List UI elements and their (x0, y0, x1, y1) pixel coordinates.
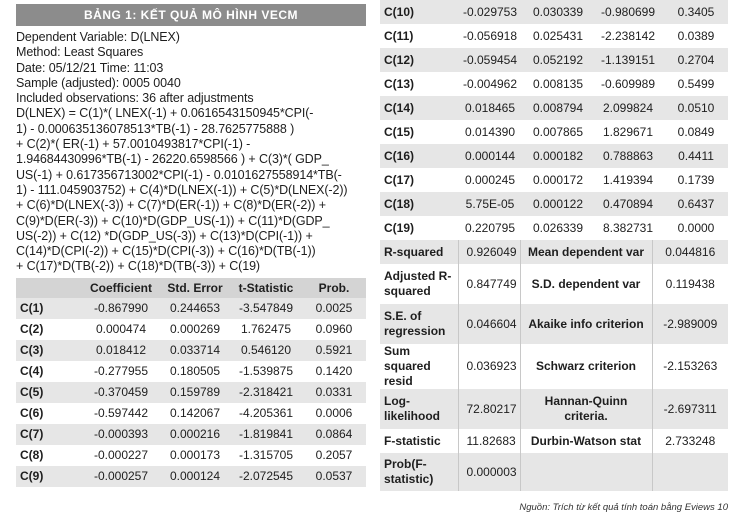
cell-value: 0.008794 (524, 96, 592, 120)
stat-label: Mean dependent var (520, 240, 652, 264)
cell-value: 1.829671 (592, 120, 664, 144)
regression-info (16, 26, 366, 275)
cell-value: 0.008135 (524, 72, 592, 96)
cell-value: -1.819841 (230, 424, 302, 445)
stat-value: 2.733248 (652, 429, 728, 453)
coefficient-table-left (16, 278, 366, 487)
cell-value: 0.2704 (664, 48, 728, 72)
cell-value: 0.000269 (160, 319, 230, 340)
cell-value: 0.0849 (664, 120, 728, 144)
source-note: Nguồn: Trích từ kết quả tính toán bằng Eviews 10 (519, 502, 728, 513)
info-line: US(-2)) + C(12) *D(GDP_US(-3)) + C(13)*D(CPI(-1)) + (16, 228, 313, 243)
cell-value: 0.018412 (82, 340, 160, 361)
info-line: C(14)*D(CPI(-2)) + C(15)*D(CPI(-3)) + C(16)*D(TB(-1)) (16, 244, 316, 259)
cell-value: 0.0006 (302, 403, 366, 424)
stat-label: Adjusted R-squared (380, 264, 458, 304)
cell-value: -0.059454 (456, 48, 524, 72)
cell-value: 0.0864 (302, 424, 366, 445)
stat-label: F-statistic (380, 429, 458, 453)
cell-value: -0.000227 (82, 445, 160, 466)
row-label: C(13) (380, 72, 456, 96)
cell-value: -2.318421 (230, 382, 302, 403)
table-row (16, 298, 366, 319)
stat-row (380, 344, 728, 389)
stat-row (380, 264, 728, 304)
row-label: C(18) (380, 192, 456, 216)
column-header: Prob. (302, 278, 366, 298)
stat-value: 0.926049 (458, 240, 520, 264)
row-label: C(1) (16, 298, 82, 319)
cell-value: 0.007865 (524, 120, 592, 144)
table-row (380, 192, 728, 216)
cell-value: 0.0000 (664, 216, 728, 240)
row-label: C(9) (16, 466, 82, 487)
stat-label (520, 453, 652, 491)
row-label: C(4) (16, 361, 82, 382)
table-title: BẢNG 1: KẾT QUẢ MÔ HÌNH VECM (16, 4, 366, 26)
stat-label: R-squared (380, 240, 458, 264)
stat-row (380, 240, 728, 264)
stat-label: S.D. dependent var (520, 264, 652, 304)
row-label: C(14) (380, 96, 456, 120)
stat-label: Schwarz criterion (520, 344, 652, 389)
table-row (16, 445, 366, 466)
cell-value: 1.419394 (592, 168, 664, 192)
cell-value: -0.597442 (82, 403, 160, 424)
row-label: C(3) (16, 340, 82, 361)
row-label: C(11) (380, 24, 456, 48)
table-row (380, 144, 728, 168)
stat-value: 0.119438 (652, 264, 728, 304)
left-column (16, 4, 366, 487)
info-line: 1) - 0.000635136078513*TB(-1) - 28.7625775888 ) (16, 121, 295, 136)
stat-label: Akaike info criterion (520, 304, 652, 344)
stat-label: S.E. of regression (380, 304, 458, 344)
cell-value: -0.000257 (82, 466, 160, 487)
cell-value: 0.1739 (664, 168, 728, 192)
table-row (16, 403, 366, 424)
stat-label: Hannan-Quinn criteria. (520, 389, 652, 429)
info-line: Date: 05/12/21 Time: 11:03 (16, 60, 164, 75)
table-row (16, 466, 366, 487)
info-line: 1.94684430996*TB(-1) - 26220.6598566 ) + C(3)*( GDP_ (16, 152, 329, 167)
cell-value: 0.0025 (302, 298, 366, 319)
info-line: + C(17)*D(TB(-2)) + C(18)*D(TB(-3)) + C(19) (16, 259, 260, 274)
info-line: Dependent Variable: D(LNEX) (16, 30, 180, 44)
stat-label: Prob(F-statistic) (380, 453, 458, 491)
stat-value: 72.80217 (458, 389, 520, 429)
cell-value: -0.056918 (456, 24, 524, 48)
cell-value: -0.980699 (592, 0, 664, 24)
stat-value: -2.989009 (652, 304, 728, 344)
cell-value: 0.000216 (160, 424, 230, 445)
cell-value: 0.018465 (456, 96, 524, 120)
cell-value: 0.030339 (524, 0, 592, 24)
row-label: C(12) (380, 48, 456, 72)
stat-label: Sum squared resid (380, 344, 458, 389)
cell-value: 0.470894 (592, 192, 664, 216)
info-line: Method: Least Squares (16, 45, 144, 60)
table-row (16, 319, 366, 340)
cell-value: -3.547849 (230, 298, 302, 319)
cell-value: -0.609989 (592, 72, 664, 96)
stat-label: Log-likelihood (380, 389, 458, 429)
cell-value: 0.000182 (524, 144, 592, 168)
cell-value: -0.370459 (82, 382, 160, 403)
cell-value: 0.5499 (664, 72, 728, 96)
row-label: C(15) (380, 120, 456, 144)
table-row (16, 340, 366, 361)
column-header (16, 278, 82, 298)
cell-value: 0.142067 (160, 403, 230, 424)
cell-value: 0.244653 (160, 298, 230, 319)
stat-value: 0.000003 (458, 453, 520, 491)
stat-value: 0.046604 (458, 304, 520, 344)
cell-value: 0.788863 (592, 144, 664, 168)
row-label: C(19) (380, 216, 456, 240)
cell-value: 0.546120 (230, 340, 302, 361)
info-line: Sample (adjusted): 0005 0040 (16, 75, 181, 90)
row-label: C(5) (16, 382, 82, 403)
stat-label: Durbin-Watson stat (520, 429, 652, 453)
cell-value: 0.000172 (524, 168, 592, 192)
table-row (380, 0, 728, 24)
cell-value: 0.0537 (302, 466, 366, 487)
cell-value: 5.75E-05 (456, 192, 524, 216)
row-label: C(16) (380, 144, 456, 168)
cell-value: 0.159789 (160, 382, 230, 403)
cell-value: 0.033714 (160, 340, 230, 361)
cell-value: 1.762475 (230, 319, 302, 340)
cell-value: 0.5921 (302, 340, 366, 361)
info-line: Included observations: 36 after adjustments (16, 91, 254, 106)
stat-value: -2.697311 (652, 389, 728, 429)
stat-value: 11.82683 (458, 429, 520, 453)
cell-value: 0.000474 (82, 319, 160, 340)
info-line: US(-1) + 0.617356713002*CPI(-1) - 0.0101627558914*TB(- (16, 167, 342, 182)
row-label: C(8) (16, 445, 82, 466)
info-line: 1) - 111.045903752) + C(4)*D(LNEX(-1)) + C(5)*D(LNEX(-2)) (16, 182, 348, 197)
info-line: + C(6)*D(LNEX(-3)) + C(7)*D(ER(-1)) + C(8)*D(ER(-2)) + (16, 198, 326, 213)
stat-value: 0.044816 (652, 240, 728, 264)
cell-value: 0.000124 (160, 466, 230, 487)
cell-value: -2.238142 (592, 24, 664, 48)
cell-value: -1.539875 (230, 361, 302, 382)
cell-value: 0.6437 (664, 192, 728, 216)
cell-value: 0.4411 (664, 144, 728, 168)
statistics-table (380, 240, 728, 491)
stat-row (380, 389, 728, 429)
row-label: C(2) (16, 319, 82, 340)
cell-value: 0.1420 (302, 361, 366, 382)
cell-value: -1.139151 (592, 48, 664, 72)
table-row (16, 424, 366, 445)
cell-value: 2.099824 (592, 96, 664, 120)
cell-value: 0.000122 (524, 192, 592, 216)
cell-value: 0.2057 (302, 445, 366, 466)
coefficient-table-right (380, 0, 728, 240)
table-row (380, 168, 728, 192)
info-line: D(LNEX) = C(1)*( LNEX(-1) + 0.0616543150945*CPI(- (16, 106, 314, 121)
info-line: C(9)*D(ER(-3)) + C(10)*D(GDP_US(-1)) + C(11)*D(GDP_ (16, 213, 330, 228)
table-row (380, 48, 728, 72)
table-row (380, 24, 728, 48)
table-row (16, 382, 366, 403)
coefficient-header-row (16, 278, 366, 298)
cell-value: -1.315705 (230, 445, 302, 466)
table-row (380, 72, 728, 96)
table-row (16, 361, 366, 382)
cell-value: -0.277955 (82, 361, 160, 382)
table-row (380, 216, 728, 240)
cell-value: 0.0960 (302, 319, 366, 340)
cell-value: 0.180505 (160, 361, 230, 382)
cell-value: 0.025431 (524, 24, 592, 48)
cell-value: 0.014390 (456, 120, 524, 144)
row-label: C(6) (16, 403, 82, 424)
row-label: C(17) (380, 168, 456, 192)
info-line: + C(2)*( ER(-1) + 57.0010493817*CPI(-1) - (16, 137, 251, 152)
cell-value: 0.0389 (664, 24, 728, 48)
cell-value: 0.3405 (664, 0, 728, 24)
stat-value (652, 453, 728, 491)
stat-value: 0.847749 (458, 264, 520, 304)
cell-value: -4.205361 (230, 403, 302, 424)
cell-value: 0.000245 (456, 168, 524, 192)
stat-value: -2.153263 (652, 344, 728, 389)
column-header: Coefficient (82, 278, 160, 298)
cell-value: -0.867990 (82, 298, 160, 319)
right-column (380, 0, 728, 491)
cell-value: 0.000144 (456, 144, 524, 168)
cell-value: -0.029753 (456, 0, 524, 24)
stat-row (380, 429, 728, 453)
cell-value: -0.000393 (82, 424, 160, 445)
table-row (380, 120, 728, 144)
cell-value: 0.220795 (456, 216, 524, 240)
cell-value: 0.052192 (524, 48, 592, 72)
cell-value: -0.004962 (456, 72, 524, 96)
table-row (380, 96, 728, 120)
cell-value: 0.000173 (160, 445, 230, 466)
cell-value: 0.0331 (302, 382, 366, 403)
cell-value: 0.026339 (524, 216, 592, 240)
stat-row (380, 304, 728, 344)
column-header: t-Statistic (230, 278, 302, 298)
stat-row (380, 453, 728, 491)
stat-value: 0.036923 (458, 344, 520, 389)
cell-value: -2.072545 (230, 466, 302, 487)
cell-value: 8.382731 (592, 216, 664, 240)
cell-value: 0.0510 (664, 96, 728, 120)
row-label: C(7) (16, 424, 82, 445)
row-label: C(10) (380, 0, 456, 24)
column-header: Std. Error (160, 278, 230, 298)
